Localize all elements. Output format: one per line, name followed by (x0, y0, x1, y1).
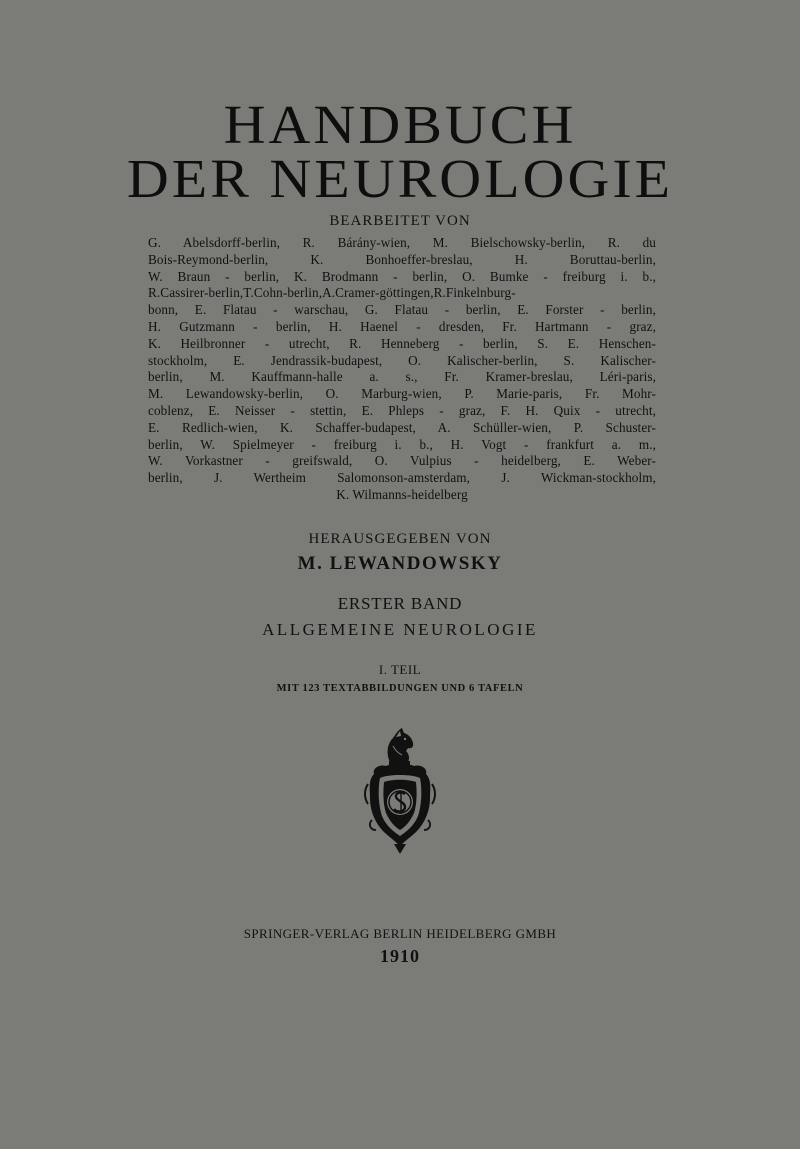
contributors-line: M. Lewandowsky-berlin, O. Marburg-wien, P. Marie-paris, Fr. Mohr- (148, 386, 656, 402)
volume-subject: ALLGEMEINE NEUROLOGIE (262, 620, 538, 639)
illustrations-note: MIT 123 TEXTABBILDUNGEN UND 6 TAFELN (276, 683, 524, 694)
contributors-line: K. Wilmanns-heidelberg (336, 486, 468, 502)
editor-name: M. LEWANDOWSKY (297, 553, 503, 574)
contributors-line: K. Heilbronner - utrecht, R. Henneberg - berlin, S. E. Henschen- (148, 335, 656, 351)
contributors-line: coblenz, E. Neisser - stettin, E. Phleps - graz, F. H. Quix - utrecht, (148, 402, 656, 418)
contributors-line: W. Vorkastner - greifswald, O. Vulpius - heidelberg, E. Weber- (148, 453, 656, 469)
contributors-line: E. Redlich-wien, K. Schaffer-budapest, A. Schüller-wien, P. Schuster- (148, 419, 656, 435)
contributors-line: berlin, W. Spielmeyer - freiburg i. b., H. Vogt - frankfurt a. m., (148, 436, 656, 452)
editor-label: HERAUSGEGEBEN VON (308, 531, 492, 547)
contributors-line: W. Braun - berlin, K. Brodmann - berlin, O. Bumke - freiburg i. b., (148, 268, 656, 284)
contributors-line: bonn, E. Flatau - warschau, G. Flatau - berlin, E. Forster - berlin, (148, 302, 656, 318)
publisher-name: SPRINGER-VERLAG BERLIN HEIDELBERG GMBH (243, 926, 557, 941)
title-line-1: HANDBUCH (223, 93, 577, 156)
springer-knight-emblem-icon (360, 724, 440, 856)
contributors-line: Bois-Reymond-berlin, K. Bonhoeffer-breslau, H. Boruttau-berlin, (148, 251, 656, 267)
contributors-label: BEARBEITET VON (329, 213, 471, 229)
contributors-line: berlin, J. Wertheim Salomonson-amsterdam, J. Wickman-stockholm, (148, 470, 656, 486)
contributors-line: R.Cassirer-berlin,T.Cohn-berlin,A.Cramer-göttingen,R.Finkelnburg- (148, 285, 516, 301)
volume-label: ERSTER BAND (337, 594, 463, 613)
contributors-list (148, 235, 656, 504)
contributors-line: H. Gutzmann - berlin, H. Haenel - dresden, Fr. Hartmann - graz, (148, 318, 656, 334)
title-line-2: DER NEUROLOGIE (126, 147, 674, 210)
contributors-line: G. Abelsdorff-berlin, R. Bárány-wien, M. Bielschowsky-berlin, R. du (148, 235, 656, 250)
part-label: I. TEIL (378, 662, 422, 677)
contributors-line: stockholm, E. Jendrassik-budapest, O. Kalischer-berlin, S. Kalischer- (148, 352, 656, 368)
publication-year: 1910 (380, 946, 420, 966)
contributors-line: berlin, M. Kauffmann-halle a. s., Fr. Kramer-breslau, Léri-paris, (148, 369, 656, 385)
